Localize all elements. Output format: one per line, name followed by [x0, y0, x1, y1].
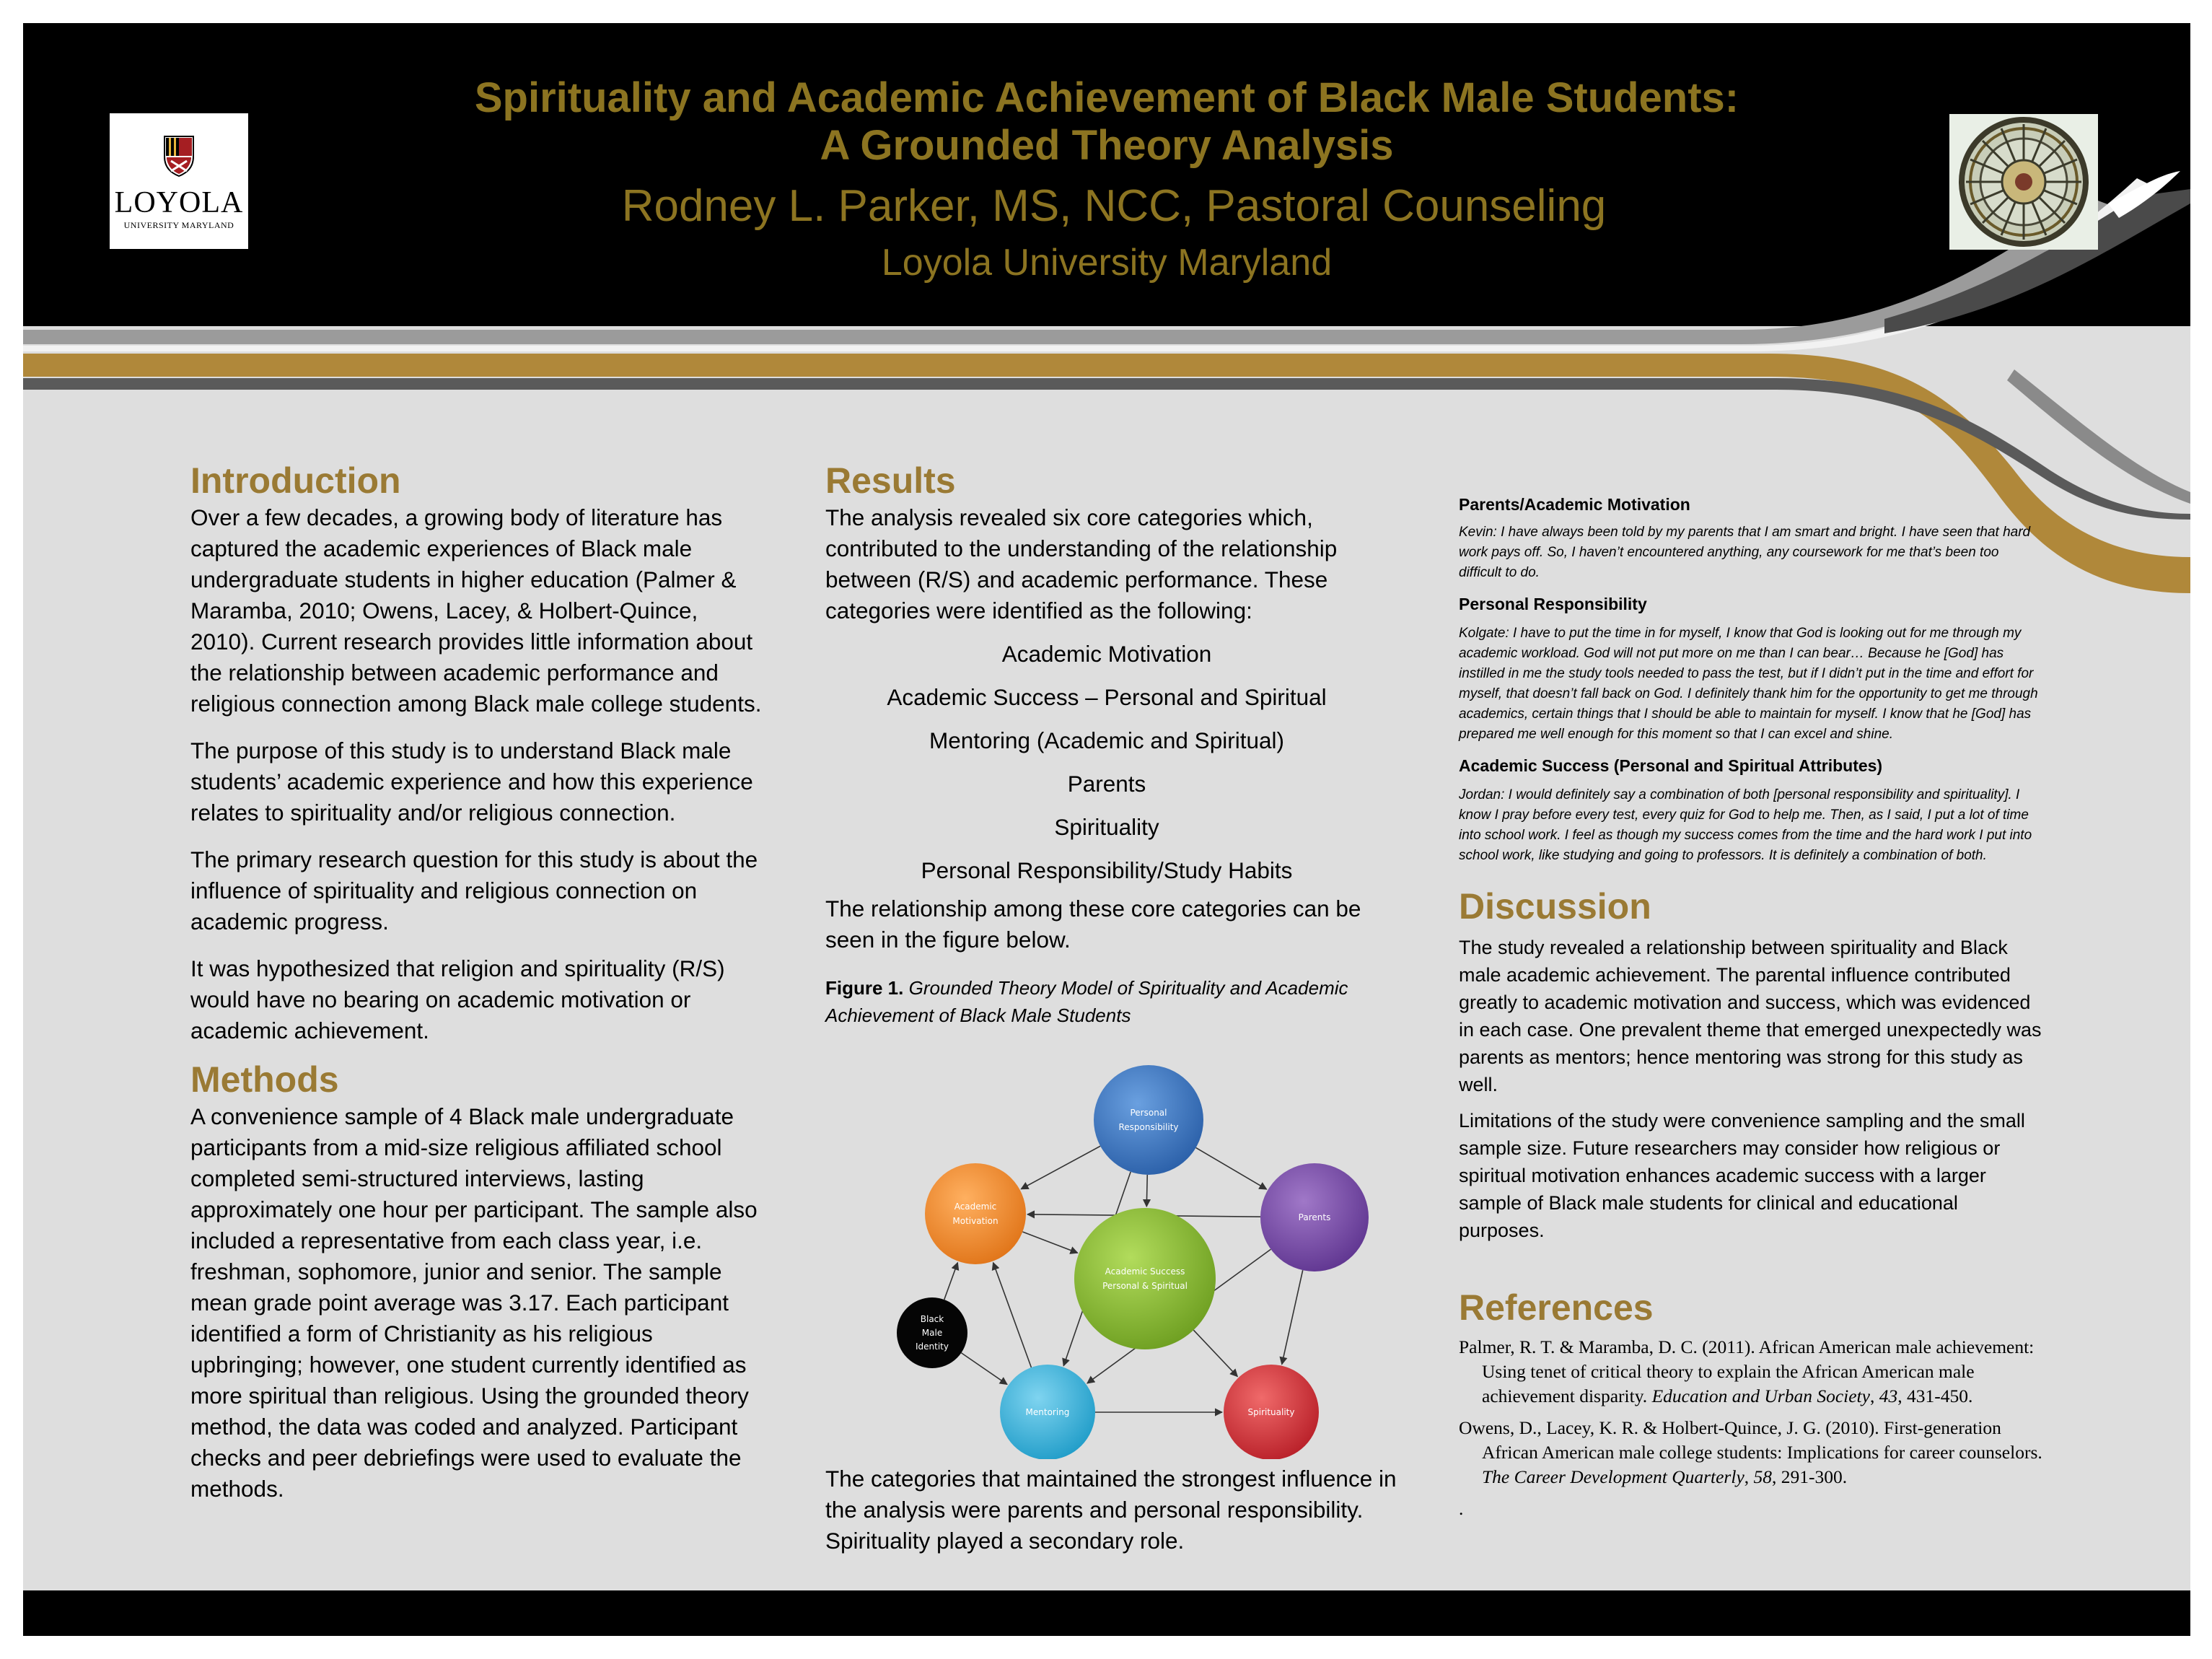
- reference-trailing-mark: .: [1459, 1498, 1464, 1519]
- diagram-node-label-mentoring: Mentoring: [1025, 1407, 1070, 1417]
- quote-kolgate: Kolgate: I have to put the time in for myself, I know that God is looking out for me through my academic workload. God will not put more on me than I can bear… Because he [God] has instilled in me the study tools needed to pass the test, but if I didn’t put in the time and effort for myself, that doesn’t fall back on God. I definitely thank him for the opportunity to get me through academics, certain things that I should be able to maintain for myself. I know that he [God] has prepared me well enough for this moment so that I can excel and shine.: [1459, 626, 2038, 742]
- figure-title: Grounded Theory Model of Spirituality and Academic Achievement of Black Male Students: [825, 977, 1348, 1026]
- diagram-node-label-success: Academic Success: [1105, 1266, 1185, 1277]
- reference-pages: , 431-450.: [1897, 1386, 1973, 1406]
- introduction-paragraph-4: It was hypothesized that religion and spirituality (R/S) would have no bearing on academic motivation or academic achievement.: [190, 955, 725, 1043]
- poster-author: Rodney L. Parker, MS, NCC, Pastoral Counseling: [621, 181, 1607, 231]
- discussion-heading: Discussion: [1459, 886, 1651, 927]
- methods-heading: Methods: [190, 1059, 339, 1100]
- diagram-node-personal: [1094, 1065, 1203, 1175]
- diagram-node-motivation: [925, 1163, 1026, 1264]
- discussion-paragraph-2: Limitations of the study were convenience sampling and the small sample size. Future researchers may consider how religious or spiritual motivation enhances academic success with a larger sample of Black male students for clinical and educational purposes.: [1459, 1110, 2025, 1241]
- category-item: Academic Success – Personal and Spiritual: [887, 684, 1327, 710]
- poster: [23, 23, 2190, 1636]
- figure-label: Figure 1.: [825, 977, 904, 999]
- poster-affiliation: Loyola University Maryland: [881, 242, 1333, 284]
- references-heading: References: [1459, 1287, 1654, 1328]
- reference-text: Palmer, R. T. & Maramba, D. C. (2011). African American male achievement: Using tenet of critical theory to explain the African American male achievement disparity.: [1459, 1336, 2035, 1406]
- quote-kevin: Kevin: I have always been told by my parents that I am smart and bright. I have seen that hard work pays off. So, I haven’t encountered anything, any coursework for me that’s been too difficult to do.: [1459, 525, 2031, 580]
- diagram-arrow-success-to-spirituality: [1193, 1330, 1237, 1376]
- reference-sep: ,: [1744, 1466, 1754, 1487]
- diagram-nodes: [897, 1065, 1369, 1459]
- introduction-paragraph-2: The purpose of this study is to understand Black male students’ academic experience and how this experience relates to spirituality and/or religious connection.: [190, 737, 753, 826]
- introduction-paragraph-3: The primary research question for this study is about the influence of spirituality and religious connection on academic progress.: [190, 846, 758, 934]
- diagram-arrow-black-to-mentoring: [961, 1353, 1007, 1385]
- diagram-node-label-black: Black: [920, 1314, 944, 1324]
- results-conclusion: The categories that maintained the strongest influence in the analysis were parents and personal responsibility. Spirituality played a secondary role.: [825, 1466, 1397, 1554]
- reference-volume: 43: [1879, 1386, 1898, 1406]
- poster-title-line2: A Grounded Theory Analysis: [820, 122, 1394, 169]
- reference-item: [1459, 1335, 2043, 1409]
- poster-title-line1: Spirituality and Academic Achievement of Black Male Students:: [474, 74, 1739, 121]
- results-heading: Results: [825, 460, 956, 501]
- diagram-arrow-mentoring-to-motivation: [993, 1263, 1032, 1367]
- category-item: Personal Responsibility/Study Habits: [921, 857, 1293, 883]
- results-intro: The analysis revealed six core categories which, contributed to the understanding of the relationship between (R/S) and academic performance. These categories were identified as the following:: [825, 504, 1338, 623]
- diagram-node-label-black: Identity: [916, 1341, 949, 1352]
- quote-jordan: Jordan: I would definitely say a combination of both [personal responsibility and spirituality]. I know I pray before every test, every quiz for God to help me. Then, as I said, I put a lot of time into school work. I feel as though my success comes from the time and the hard work I put into school work, like studying and going to professors. It is definitely a combination of both.: [1459, 787, 2032, 863]
- reference-journal: Education and Urban Society: [1651, 1386, 1870, 1406]
- introduction-heading: Introduction: [190, 460, 401, 501]
- quote-heading-parents: Parents/Academic Motivation: [1459, 495, 1690, 514]
- loyola-subwordmark: UNIVERSITY MARYLAND: [123, 220, 234, 230]
- diagram-node-success: [1074, 1208, 1216, 1349]
- diagram-node-label-black: Male: [921, 1328, 943, 1338]
- diagram-node-label-motivation: Motivation: [952, 1216, 999, 1226]
- quote-heading-responsibility: Personal Responsibility: [1459, 595, 1647, 613]
- middle-column: [825, 459, 1403, 1029]
- reference-pages: , 291-300.: [1772, 1466, 1848, 1487]
- reference-item: [1459, 1416, 2043, 1489]
- discussion-paragraph-1: The study revealed a relationship between spirituality and Black male academic achievement. The parental influence contributed greatly to academic motivation and success, which was evidenced in each case. One prevalent theme that emerged unexpectedly was parents as mentors; hence mentoring was strong for this study as well.: [1459, 937, 2042, 1095]
- swoosh-light-curve: [2007, 369, 2190, 504]
- reference-sep: ,: [1869, 1386, 1879, 1406]
- diagram-arrow-black-to-motivation: [944, 1263, 958, 1300]
- right-column: [1459, 494, 2043, 1521]
- loyola-wordmark: LOYOLA: [114, 186, 244, 219]
- diagram-node-label-motivation: Academic: [954, 1201, 997, 1212]
- diagram-node-label-parents: Parents: [1298, 1212, 1331, 1222]
- grounded-theory-model-diagram: [860, 1041, 1379, 1459]
- reference-journal: The Career Development Quarterly: [1482, 1466, 1744, 1487]
- diagram-arrow-personal-to-parents: [1196, 1147, 1267, 1189]
- diagram-arrow-personal-to-success: [1146, 1175, 1147, 1207]
- category-item: Parents: [1067, 771, 1146, 797]
- methods-paragraph: A convenience sample of 4 Black male undergraduate participants from a mid-size religious affiliated school completed semi-structured interviews, lasting approximately one hour per participant. The sample also included a representative from each class year, i.e. freshman, sophomore, junior and senior. The sample mean grade point average was 3.17. Each participant identified a form of Christianity as his religious upbringing; however, one student currently identified as more spiritual than religious. Using the grounded theory method, the data was coded and analyzed. Participant checks and peer debriefings were used to evaluate the methods.: [190, 1103, 758, 1502]
- category-item: Academic Motivation: [1001, 641, 1212, 667]
- reference-text: Owens, D., Lacey, K. R. & Holbert-Quince, J. G. (2010). First-generation African American male college students: Implications for career counselors.: [1459, 1417, 2042, 1463]
- results-conclusion-block: [825, 1463, 1403, 1557]
- introduction-paragraph-1: Over a few decades, a growing body of literature has captured the academic experiences of Black male undergraduate students in higher education (Palmer & Maramba, 2010; Owens, Lacey, & Holbert-Quince, 2010). Current research provides little information about the relationship between academic performance and religious connection among Black male college students.: [190, 504, 762, 717]
- category-item: Mentoring (Academic and Spiritual): [929, 727, 1284, 753]
- results-relationship: The relationship among these core categories can be seen in the figure below.: [825, 896, 1361, 953]
- reference-volume: 58: [1753, 1466, 1773, 1487]
- figure-caption: [825, 974, 1403, 1029]
- category-item: Spirituality: [1054, 814, 1159, 840]
- diagram-node-label-personal: Responsibility: [1118, 1122, 1179, 1132]
- core-categories-list: [825, 638, 1388, 886]
- diagram-arrow-motivation-to-success: [1022, 1232, 1077, 1253]
- diagram-node-label-success: Personal & Spiritual: [1102, 1281, 1188, 1291]
- diagram-arrow-parents-to-spirituality: [1282, 1270, 1303, 1364]
- footer-bar: [23, 1590, 2190, 1636]
- diagram-arrow-personal-to-motivation: [1021, 1146, 1100, 1189]
- diagram-node-label-spirituality: Spirituality: [1247, 1407, 1295, 1417]
- left-column: [190, 459, 768, 1505]
- quote-heading-success: Academic Success (Personal and Spiritual Attributes): [1459, 756, 1883, 775]
- diagram-node-label-personal: Personal: [1130, 1108, 1167, 1118]
